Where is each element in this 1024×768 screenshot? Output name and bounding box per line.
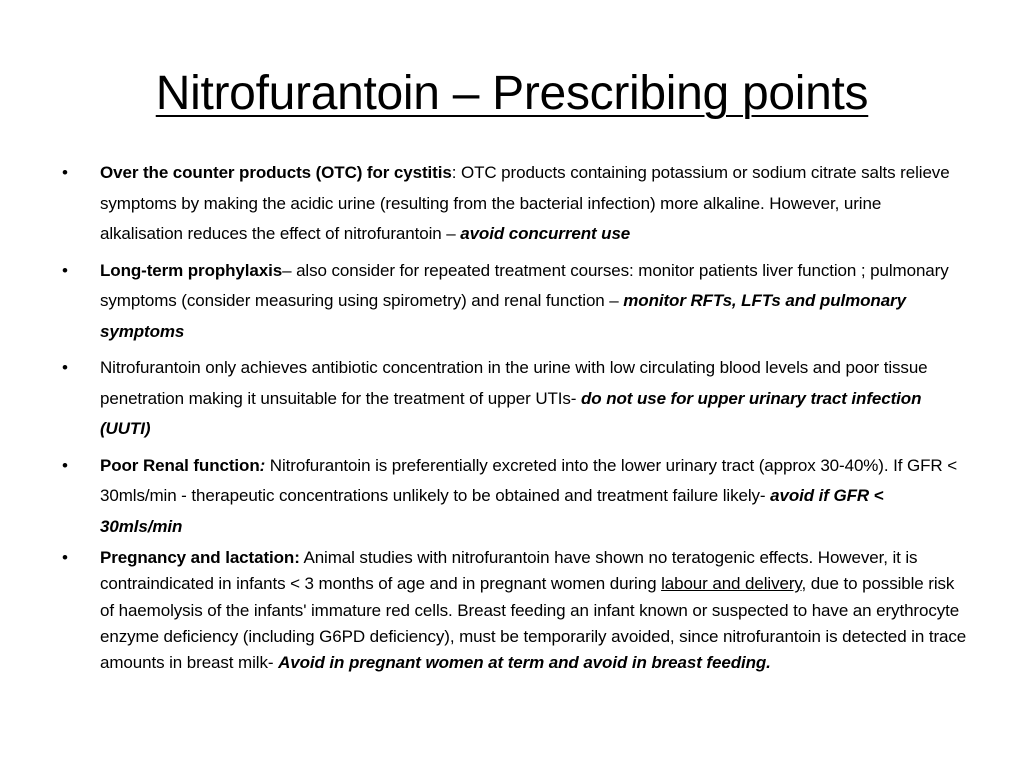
bullet-text: Animal studies with nitrofurantoin have shown no teratogenic effects. However, it is contraindicated in infants < 3 months of age and in pregnant women during	[100, 548, 918, 594]
bullet-dot-icon: •	[62, 163, 68, 182]
slide-title: Nitrofurantoin – Prescribing points	[155, 67, 869, 120]
bullet-text: : OTC products containing potassium or sodium citrate salts relieve symptoms by making the acidic urine (resulting from the bacterial infection) more alkaline. However, urine alkalisation reduces the effect of nitrofurantoin –	[100, 163, 950, 243]
bullet-text: Nitrofurantoin only achieves antibiotic concentration in the urine with low circulating blood levels and poor tissue penetration making it unsuitable for the treatment of upper UTIs-	[100, 358, 928, 408]
bullet-text: – also consider for repeated treatment courses: monitor patients liver function ; pulmonary symptoms (consider measuring using spirometry) and renal function –	[100, 260, 949, 310]
bullet-antibiotic-concentration	[62, 353, 968, 445]
bullet-pregnancy-lactation	[62, 545, 968, 676]
bullet-long-term-prophylaxis	[62, 256, 968, 348]
bullet-text-continued: , due to possible risk of haemolysis of the infants' immature red cells. Breast feeding an infant known or suspected to have an erythrocyte enzyme deficiency (including G6PD deficiency), must be temporarily avoided, since nitrofurantoin is detected in trace amounts in breast milk-	[100, 574, 967, 673]
bullet-dot-icon: •	[62, 548, 68, 567]
bullet-emphasis: Avoid in pregnant women at term and avoid in breast feeding.	[278, 653, 771, 673]
bullet-otc-products	[62, 158, 968, 250]
bullet-dot-icon: •	[62, 358, 68, 377]
bullet-emphasis: do not use for upper urinary tract infection (UUTI)	[100, 388, 922, 438]
bullet-lead-suffix: :	[259, 455, 266, 475]
bullet-lead: Over the counter products (OTC) for cystitis	[100, 163, 452, 182]
bullet-lead: Pregnancy and lactation:	[100, 548, 300, 567]
bullet-list	[62, 158, 968, 676]
bullet-emphasis: avoid if GFR < 30mls/min	[100, 486, 884, 536]
bullet-lead: Long-term prophylaxis	[100, 260, 283, 280]
bullet-poor-renal-function	[62, 451, 968, 543]
bullet-text: Nitrofurantoin is preferentially excreted into the lower urinary tract (approx 30-40%). If GFR < 30mls/min - therapeutic concentrations unlikely to be obtained and treatment failure likely-	[100, 455, 958, 505]
bullet-underlined-text: labour and delivery	[661, 574, 802, 594]
bullet-emphasis: avoid concurrent use	[460, 224, 631, 243]
bullet-dot-icon: •	[62, 260, 68, 280]
bullet-emphasis: monitor RFTs, LFTs and pulmonary symptoms	[100, 291, 906, 341]
bullet-dot-icon: •	[62, 455, 68, 475]
bullet-lead: Poor Renal function	[100, 455, 260, 475]
